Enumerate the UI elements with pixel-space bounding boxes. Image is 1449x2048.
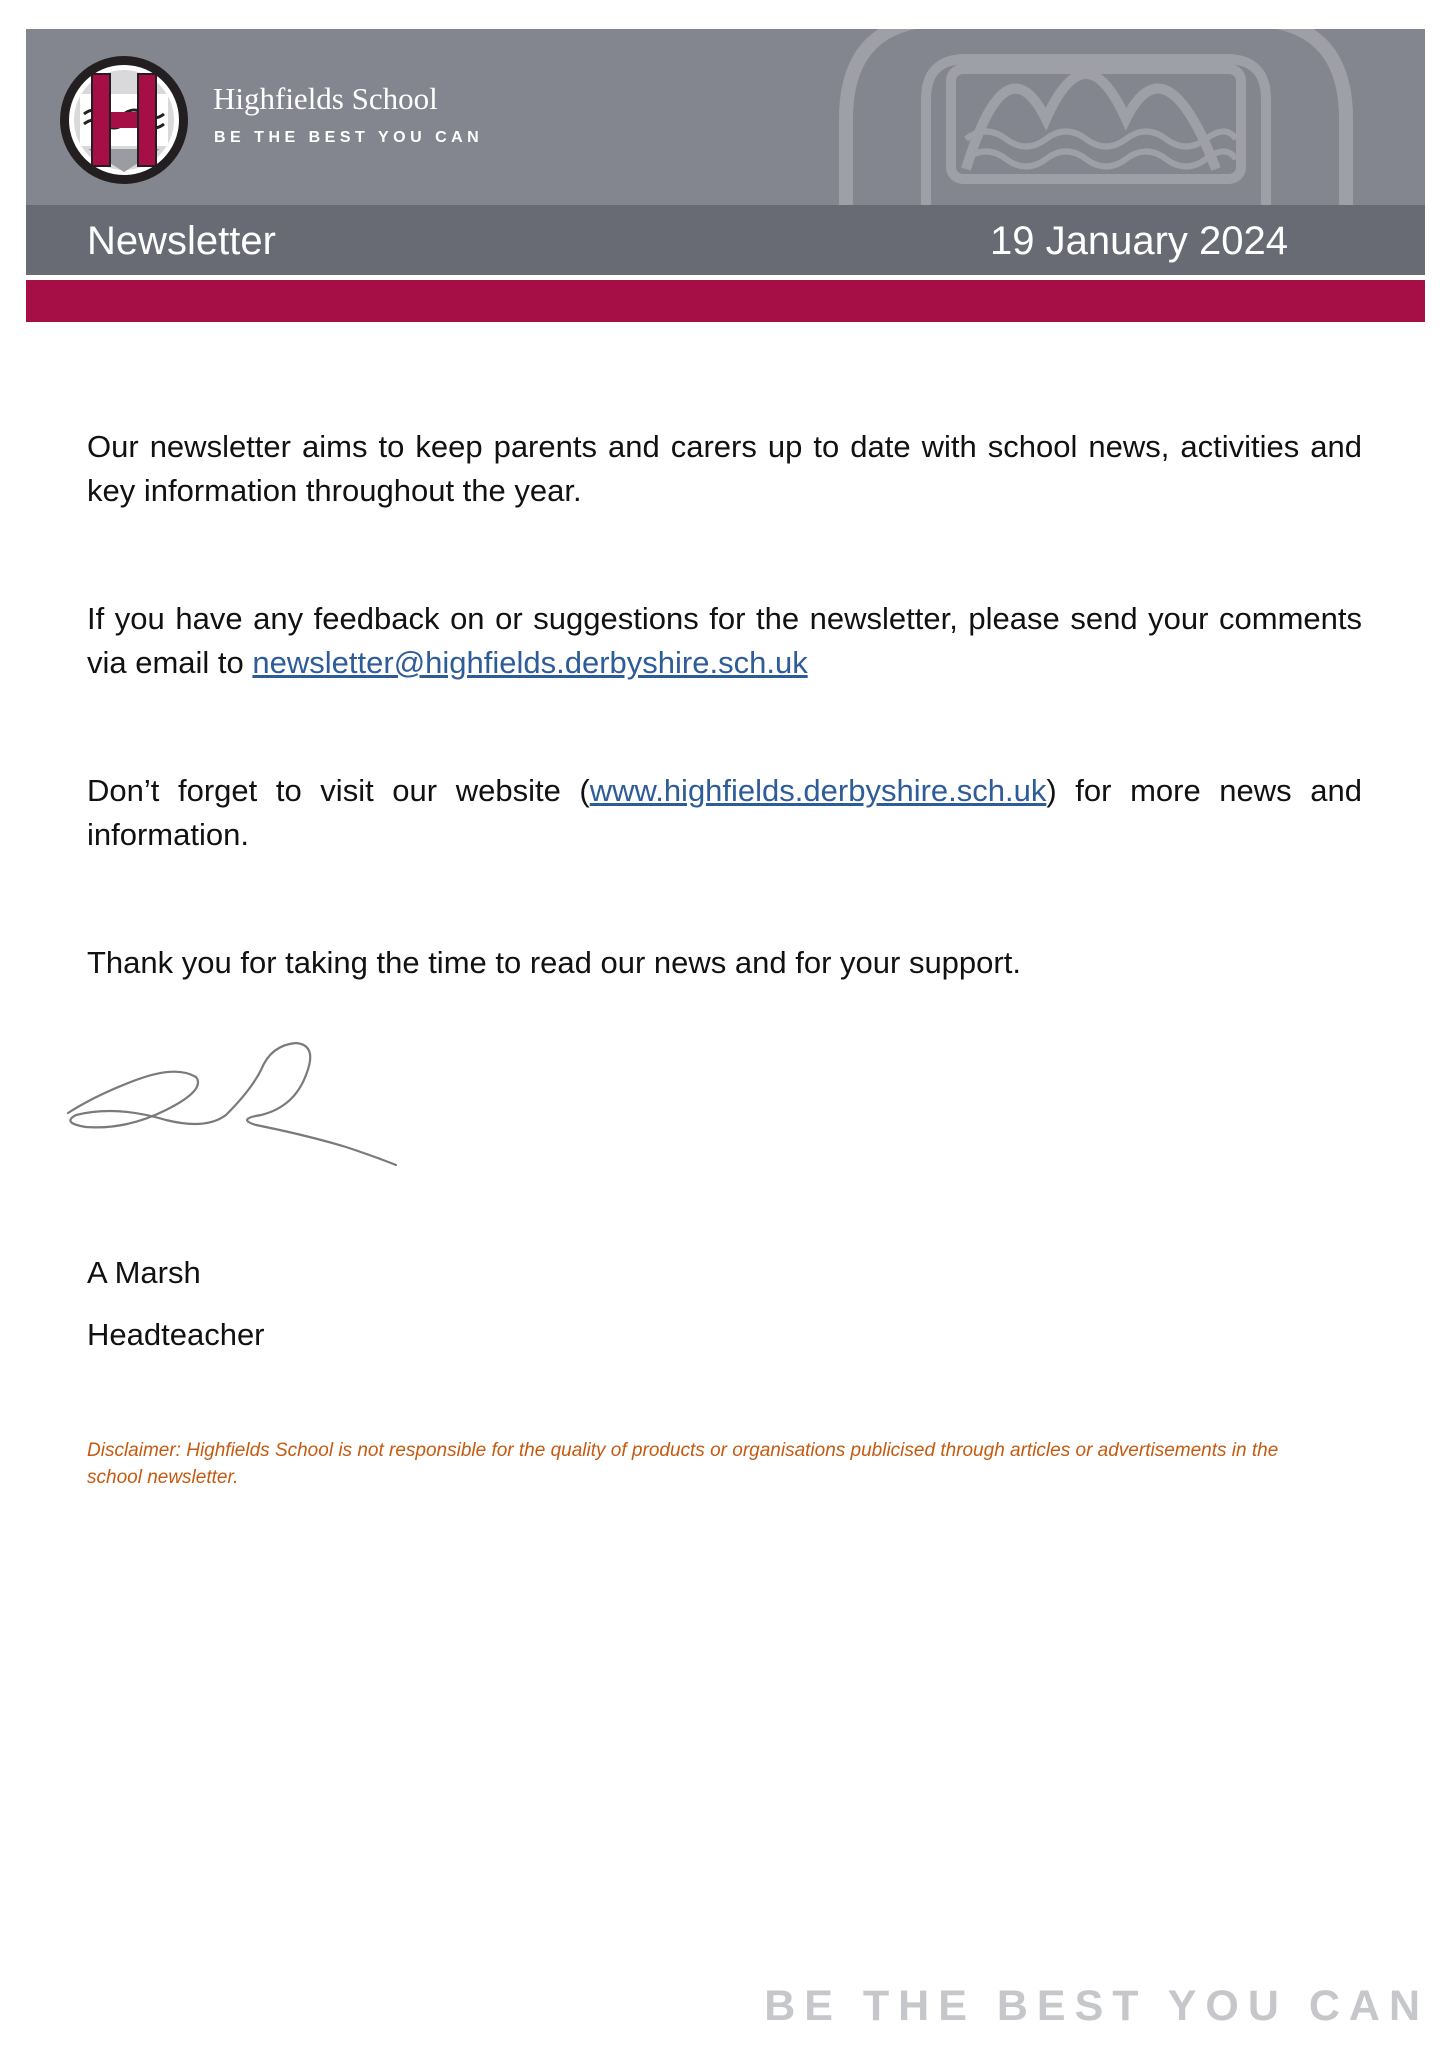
website-paragraph	[87, 769, 1362, 857]
thanks-paragraph: Thank you for taking the time to read our news and for your support.	[87, 945, 1021, 980]
school-motto: BE THE BEST YOU CAN	[214, 129, 484, 146]
school-crest-icon	[58, 54, 190, 186]
feedback-paragraph	[87, 597, 1362, 685]
newsletter-title: Newsletter	[87, 219, 276, 263]
school-name: Highfields School	[213, 81, 438, 116]
disclaimer-text: Disclaimer: Highfields School is not responsible for the quality of products or organisations publicised through articles or advertisements in the school newsletter.	[87, 1440, 1279, 1488]
website-text-after: ) for more news and information.	[87, 773, 1362, 852]
newsletter-header	[26, 29, 1425, 275]
signatory-name: A Marsh	[87, 1255, 201, 1290]
feedback-text: If you have any feedback on or suggestions for the newsletter, please send your comments via email to	[87, 601, 1362, 680]
footer-motto: BE THE BEST YOU CAN	[764, 1982, 1429, 2030]
intro-paragraph: Our newsletter aims to keep parents and carers up to date with school news, activities and key information throughout the year.	[87, 429, 1362, 508]
website-link[interactable]: www.highfields.derbyshire.sch.uk	[589, 773, 1047, 808]
feedback-email-link[interactable]: newsletter@highfields.derbyshire.sch.uk	[252, 645, 808, 680]
website-text-before: Don’t forget to visit our website (	[87, 773, 590, 808]
signatory-role: Headteacher	[87, 1317, 265, 1352]
maroon-strip	[26, 280, 1425, 322]
signature-image	[56, 1035, 406, 1185]
newsletter-date: 19 January 2024	[989, 219, 1288, 263]
